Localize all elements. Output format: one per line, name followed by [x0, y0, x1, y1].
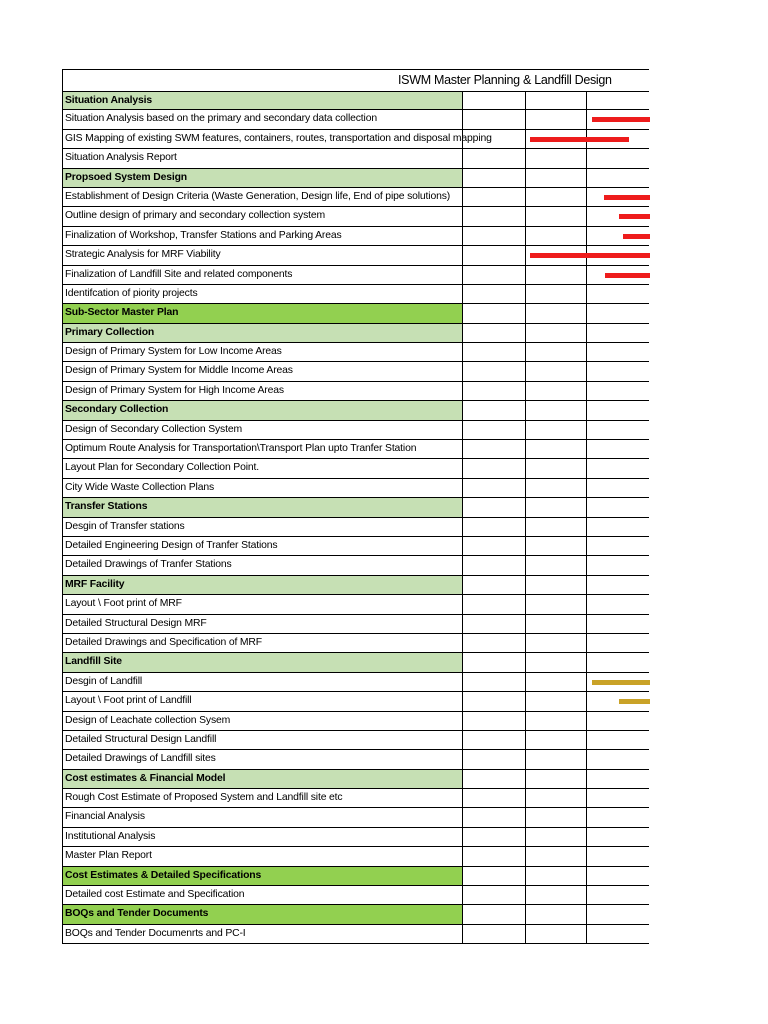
timeline-cell — [463, 246, 526, 264]
timeline-cell — [526, 673, 587, 691]
task-label: Design of Primary System for High Income Areas — [65, 384, 284, 396]
section-label: Cost Estimates & Detailed Specifications — [65, 869, 262, 881]
task-label: Layout Plan for Secondary Collection Point. — [65, 462, 259, 474]
timeline-cell — [587, 770, 650, 788]
task-label: Identifcation of piority projects — [65, 287, 198, 299]
task-row — [62, 110, 649, 129]
task-label: City Wide Waste Collection Plans — [65, 481, 214, 493]
timeline-cell — [526, 304, 587, 322]
section-label: MRF Facility — [65, 578, 125, 590]
section-header-row — [62, 91, 649, 110]
timeline-cell — [587, 925, 650, 943]
timeline-cell — [587, 401, 650, 419]
timeline-cell — [526, 188, 587, 206]
timeline-cell — [526, 867, 587, 885]
task-label: Desgin of Transfer stations — [65, 520, 185, 532]
timeline-cell — [587, 285, 650, 303]
timeline-cell — [463, 905, 526, 923]
task-label-cell — [63, 362, 463, 380]
task-label: Strategic Analysis for MRF Viability — [65, 249, 221, 261]
task-label-cell — [63, 188, 463, 206]
task-row — [62, 421, 649, 440]
task-row — [62, 188, 649, 207]
section-header-row — [62, 498, 649, 517]
task-label-cell — [63, 750, 463, 768]
task-label: Design of Primary System for Low Income Areas — [65, 346, 282, 358]
section-header-row — [62, 401, 649, 420]
task-label-cell — [63, 847, 463, 865]
gantt-bar — [530, 137, 629, 142]
timeline-cell — [526, 401, 587, 419]
task-label: Master Plan Report — [65, 850, 152, 862]
task-label: Desgin of Landfill — [65, 675, 143, 687]
task-label-cell — [63, 595, 463, 613]
timeline-cell — [463, 479, 526, 497]
timeline-cell — [587, 634, 650, 652]
task-label: Design of Leachate collection Sysem — [65, 714, 231, 726]
task-label: Outline design of primary and secondary collection system — [65, 210, 326, 222]
timeline-cell — [463, 188, 526, 206]
sheet-title: ISWM Master Planning & Landfill Design — [398, 73, 612, 87]
timeline-cell — [463, 808, 526, 826]
timeline-cell — [526, 382, 587, 400]
timeline-cell — [587, 615, 650, 633]
timeline-cell — [526, 886, 587, 904]
timeline-cell — [526, 479, 587, 497]
timeline-cell — [463, 343, 526, 361]
timeline-cell — [526, 343, 587, 361]
timeline-cell — [463, 537, 526, 555]
title-row — [62, 69, 649, 91]
timeline-cell — [526, 789, 587, 807]
task-label-cell — [63, 110, 463, 128]
timeline-cell — [463, 770, 526, 788]
task-label: Optimum Route Analysis for Transportation\Transport Plan upto Tranfer Station — [65, 443, 417, 455]
timeline-cell — [587, 808, 650, 826]
section-label: Secondary Collection — [65, 404, 169, 416]
timeline-cell — [463, 92, 526, 109]
section-header-row — [62, 770, 649, 789]
task-label-cell — [63, 382, 463, 400]
timeline-cell — [526, 847, 587, 865]
task-label-cell — [63, 440, 463, 458]
timeline-cell — [587, 518, 650, 536]
task-row — [62, 266, 649, 285]
task-label: Institutional Analysis — [65, 830, 156, 842]
task-label: Layout \ Foot print of Landfill — [65, 695, 192, 707]
timeline-cell — [526, 808, 587, 826]
timeline-cell — [463, 518, 526, 536]
task-label: Detailed Structural Design Landfill — [65, 733, 217, 745]
timeline-cell — [463, 847, 526, 865]
task-row — [62, 285, 649, 304]
timeline-cell — [526, 362, 587, 380]
section-label: BOQs and Tender Documents — [65, 908, 209, 920]
task-row — [62, 227, 649, 246]
section-label: Primary Collection — [65, 326, 155, 338]
timeline-cell — [463, 828, 526, 846]
timeline-cell — [463, 110, 526, 128]
timeline-cell — [463, 673, 526, 691]
timeline-cell — [526, 149, 587, 167]
timeline-cell — [463, 576, 526, 594]
timeline-cell — [526, 110, 587, 128]
section-label-cell — [63, 867, 463, 885]
timeline-cell — [463, 634, 526, 652]
section-header-row — [62, 304, 649, 323]
timeline-cell — [463, 867, 526, 885]
timeline-cell — [587, 459, 650, 477]
section-label-cell — [63, 770, 463, 788]
task-label-cell — [63, 692, 463, 710]
timeline-cell — [587, 362, 650, 380]
timeline-cell — [526, 421, 587, 439]
section-label-cell — [63, 169, 463, 187]
timeline-cell — [587, 149, 650, 167]
task-row — [62, 382, 649, 401]
timeline-cell — [463, 712, 526, 730]
task-row — [62, 731, 649, 750]
section-label-cell — [63, 401, 463, 419]
timeline-cell — [587, 440, 650, 458]
timeline-cell — [526, 828, 587, 846]
timeline-cell — [526, 537, 587, 555]
section-header-row — [62, 169, 649, 188]
timeline-cell — [463, 595, 526, 613]
timeline-cell — [463, 285, 526, 303]
section-label: Situation Analysis — [65, 95, 152, 106]
task-row — [62, 459, 649, 478]
task-row — [62, 246, 649, 265]
gantt-bar — [592, 117, 650, 122]
timeline-cell — [587, 847, 650, 865]
task-row — [62, 712, 649, 731]
timeline-cell — [587, 828, 650, 846]
section-label-cell — [63, 92, 463, 109]
timeline-cell — [587, 304, 650, 322]
timeline-cell — [526, 518, 587, 536]
task-label-cell — [63, 615, 463, 633]
task-label-cell — [63, 207, 463, 225]
timeline-cell — [587, 421, 650, 439]
task-row — [62, 828, 649, 847]
task-label: Situation Analysis based on the primary and secondary data collection — [65, 113, 377, 125]
section-label: Cost estimates & Financial Model — [65, 772, 226, 784]
task-row — [62, 595, 649, 614]
task-row — [62, 615, 649, 634]
gantt-bar — [530, 253, 650, 258]
task-label-cell — [63, 634, 463, 652]
task-row — [62, 692, 649, 711]
task-label: Situation Analysis Report — [65, 152, 177, 164]
timeline-cell — [526, 440, 587, 458]
task-label-cell — [63, 537, 463, 555]
section-label-cell — [63, 905, 463, 923]
timeline-cell — [463, 169, 526, 187]
task-label-cell — [63, 459, 463, 477]
task-label-cell — [63, 828, 463, 846]
section-label-cell — [63, 324, 463, 342]
timeline-cell — [526, 731, 587, 749]
task-row — [62, 479, 649, 498]
task-label-cell — [63, 886, 463, 904]
timeline-cell — [526, 692, 587, 710]
timeline-cell — [463, 401, 526, 419]
timeline-cell — [463, 789, 526, 807]
task-label: Detailed Engineering Design of Tranfer Stations — [65, 539, 278, 551]
timeline-cell — [587, 382, 650, 400]
task-label-cell — [63, 227, 463, 245]
timeline-cell — [463, 459, 526, 477]
task-label: Establishment of Design Criteria (Waste Generation, Design life, End of pipe solutions) — [65, 190, 451, 202]
task-row — [62, 925, 649, 944]
timeline-cell — [526, 266, 587, 284]
task-label-cell — [63, 149, 463, 167]
task-label: GIS Mapping of existing SWM features, containers, routes, transportation and disposal mapping — [65, 132, 492, 144]
timeline-cell — [526, 556, 587, 574]
task-row — [62, 634, 649, 653]
task-label: Design of Secondary Collection System — [65, 423, 242, 435]
task-row — [62, 808, 649, 827]
section-label: Propsoed System Design — [65, 171, 188, 183]
section-header-row — [62, 905, 649, 924]
section-label-cell — [63, 653, 463, 671]
timeline-cell — [587, 556, 650, 574]
task-label-cell — [63, 673, 463, 691]
section-label-cell — [63, 576, 463, 594]
section-label: Transfer Stations — [65, 501, 148, 513]
timeline-cell — [463, 382, 526, 400]
section-header-row — [62, 867, 649, 886]
task-label: Financial Analysis — [65, 811, 145, 823]
task-row — [62, 207, 649, 226]
task-row — [62, 537, 649, 556]
timeline-cell — [526, 227, 587, 245]
timeline-cell — [587, 731, 650, 749]
task-label-cell — [63, 130, 492, 148]
task-row — [62, 362, 649, 381]
task-label-cell — [63, 479, 463, 497]
timeline-cell — [587, 653, 650, 671]
timeline-cell — [526, 750, 587, 768]
task-label-cell — [63, 712, 463, 730]
timeline-cell — [463, 304, 526, 322]
task-label-cell — [63, 246, 463, 264]
timeline-cell — [587, 169, 650, 187]
timeline-cell — [526, 653, 587, 671]
gantt-bar — [623, 234, 650, 239]
task-label: Design of Primary System for Middle Income Areas — [65, 365, 293, 377]
timeline-cell — [463, 266, 526, 284]
timeline-cell — [587, 343, 650, 361]
timeline-cell — [463, 149, 526, 167]
task-label-cell — [63, 789, 463, 807]
task-row — [62, 750, 649, 769]
timeline-cell — [587, 498, 650, 516]
timeline-cell — [463, 207, 526, 225]
timeline-cell — [463, 421, 526, 439]
section-label: Landfill Site — [65, 656, 122, 668]
timeline-cell — [587, 905, 650, 923]
timeline-cell — [526, 285, 587, 303]
task-label: BOQs and Tender Documenrts and PC-I — [65, 927, 246, 939]
task-label-cell — [63, 421, 463, 439]
task-row — [62, 673, 649, 692]
section-label: Sub-Sector Master Plan — [65, 307, 179, 319]
timeline-cell — [587, 324, 650, 342]
task-label-cell — [63, 731, 463, 749]
timeline-cell — [587, 712, 650, 730]
timeline-cell — [587, 537, 650, 555]
task-label: Rough Cost Estimate of Proposed System and Landfill site etc — [65, 792, 343, 804]
timeline-cell — [526, 615, 587, 633]
task-label-cell — [63, 925, 463, 943]
timeline-cell — [463, 925, 526, 943]
task-label: Layout \ Foot print of MRF — [65, 598, 182, 610]
task-label: Detailed Drawings of Landfill sites — [65, 753, 216, 765]
timeline-cell — [463, 498, 526, 516]
timeline-cell — [526, 595, 587, 613]
task-row — [62, 847, 649, 866]
timeline-cell — [463, 692, 526, 710]
timeline-cell — [463, 227, 526, 245]
task-label-cell — [63, 556, 463, 574]
timeline-cell — [463, 750, 526, 768]
task-label: Finalization of Workshop, Transfer Stations and Parking Areas — [65, 229, 342, 241]
task-label: Detailed Structural Design MRF — [65, 617, 207, 629]
gantt-bar — [619, 699, 650, 704]
timeline-cell — [526, 925, 587, 943]
section-label-cell — [63, 498, 463, 516]
timeline-cell — [463, 362, 526, 380]
task-label: Detailed Drawings of Tranfer Stations — [65, 559, 232, 571]
task-label-cell — [63, 343, 463, 361]
task-label-cell — [63, 808, 463, 826]
timeline-cell — [526, 905, 587, 923]
task-label: Detailed cost Estimate and Specification — [65, 889, 245, 901]
timeline-cell — [587, 750, 650, 768]
task-row — [62, 440, 649, 459]
task-row — [62, 886, 649, 905]
timeline-cell — [526, 770, 587, 788]
gantt-bar — [605, 273, 650, 278]
timeline-cell — [526, 169, 587, 187]
task-label: Detailed Drawings and Specification of MRF — [65, 636, 262, 648]
task-label: Finalization of Landfill Site and related components — [65, 268, 293, 280]
timeline-cell — [463, 324, 526, 342]
timeline-cell — [587, 576, 650, 594]
timeline-cell — [526, 576, 587, 594]
timeline-cell — [526, 634, 587, 652]
timeline-cell — [587, 92, 650, 109]
section-label-cell — [63, 304, 463, 322]
timeline-cell — [587, 479, 650, 497]
gantt-bar — [619, 214, 650, 219]
timeline-cell — [526, 498, 587, 516]
section-header-row — [62, 653, 649, 672]
timeline-cell — [463, 615, 526, 633]
timeline-cell — [587, 789, 650, 807]
task-row — [62, 789, 649, 808]
timeline-cell — [587, 867, 650, 885]
task-row — [62, 130, 649, 149]
timeline-cell — [526, 459, 587, 477]
timeline-cell — [463, 440, 526, 458]
task-label-cell — [63, 285, 463, 303]
timeline-cell — [526, 92, 587, 109]
timeline-cell — [526, 207, 587, 225]
timeline-cell — [463, 886, 526, 904]
timeline-cell — [463, 731, 526, 749]
task-row — [62, 556, 649, 575]
timeline-cell — [526, 712, 587, 730]
gantt-sheet — [62, 69, 649, 944]
task-row — [62, 518, 649, 537]
task-row — [62, 149, 649, 168]
timeline-cell — [463, 556, 526, 574]
task-rows — [62, 91, 649, 944]
section-header-row — [62, 324, 649, 343]
timeline-cell — [587, 886, 650, 904]
section-header-row — [62, 576, 649, 595]
gantt-bar — [604, 195, 650, 200]
task-row — [62, 343, 649, 362]
task-label-cell — [63, 518, 463, 536]
timeline-cell — [463, 653, 526, 671]
timeline-cell — [587, 595, 650, 613]
task-label-cell — [63, 266, 463, 284]
gantt-bar — [592, 680, 650, 685]
timeline-cell — [526, 324, 587, 342]
